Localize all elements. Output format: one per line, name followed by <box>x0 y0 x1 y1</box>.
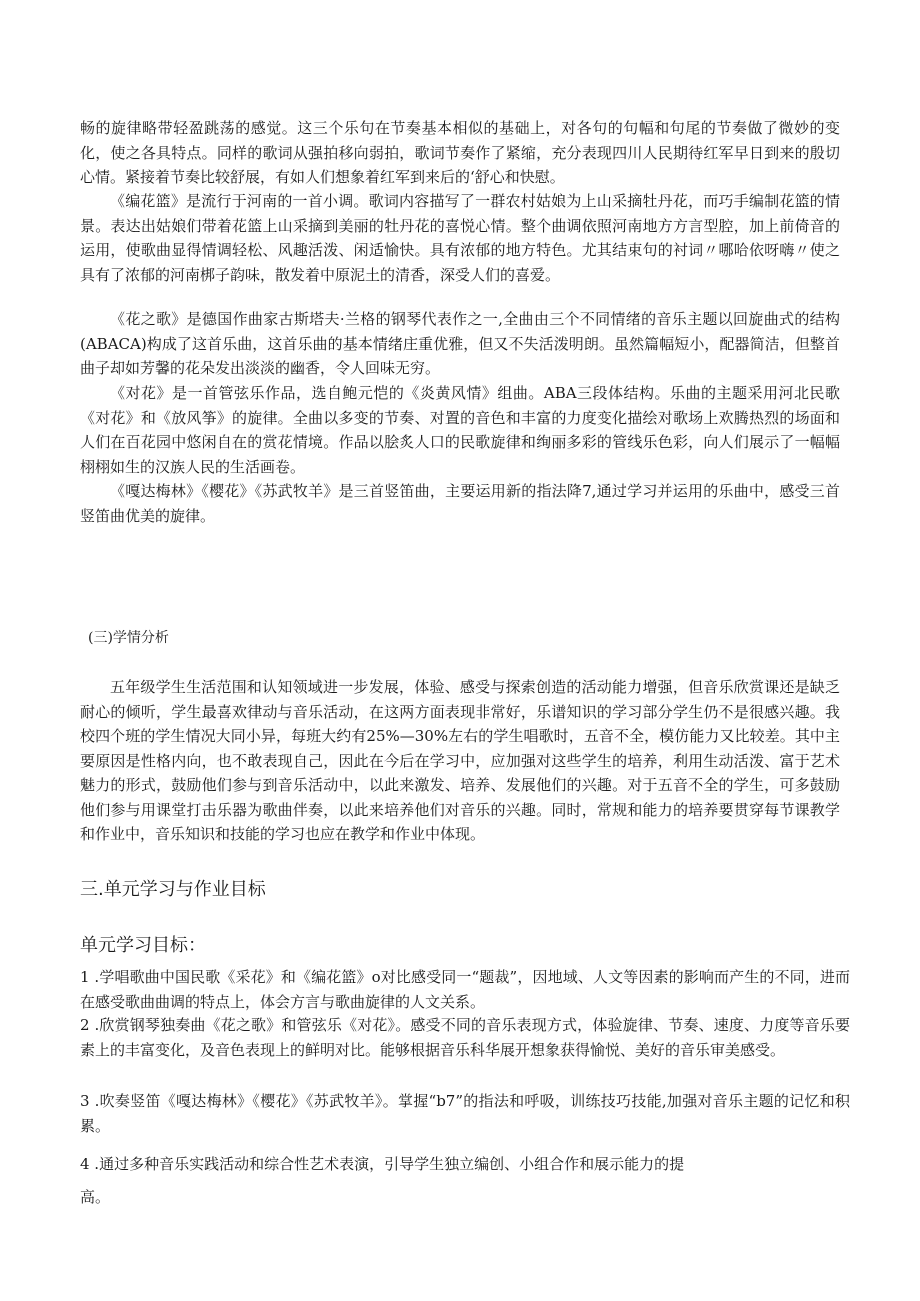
analysis-paragraph-4: 《对花》是一首管弦乐作品，选自鲍元恺的《炎黄风情》组曲。ABA三段体结构。乐曲的主题采用河北民歌《对花》和《放风筝》的旋律。全曲以多变的节奏、对置的音色和丰富的力度变化描绘对歌场上欢腾热烈的场面和人们在百花园中悠闲自在的赏花情境。作品以脍炙人口的民歌旋律和绚丽多彩的管线乐色彩，向人们展示了一幅幅栩栩如生的汉族人民的生活画卷。 <box>80 384 840 476</box>
goal-item-4: 4 .通过多种音乐实践活动和综合性艺术表演，引导学生独立编创、小组合作和展示能力的提 <box>80 1155 685 1173</box>
goal-item-5: 高。 <box>80 1188 111 1206</box>
analysis-paragraph-2: 《编花篮》是流行于河南的一首小调。歌词内容描写了一群农村姑娘为上山采摘牡丹花，而巧手编制花篮的情景。表达出姑娘们带着花篮上山采摘到美丽的牡丹花的喜悦心情。整个曲调依照河南地方方言型腔，加上前倚音的运用，使歌曲显得情调轻松、风趣活泼、闲适愉快。具有浓郁的地方特色。尤其结束句的衬词〃哪哈依呀嗨〃使之具有了浓郁的河南梆子韵味，散发着中原泥土的清香，深受人们的喜爱。 <box>80 192 840 284</box>
goals-sub-heading: 单元学习目标： <box>80 935 206 956</box>
goal-item-1: 1 .学唱歌曲中国民歌《采花》和《编花篮》o对比感受同一“题裁”，因地域、人文等因素的影响而产生的不同，进而在感受歌曲曲调的特点上，体会方言与歌曲旋律的人文关系。 <box>80 968 850 1011</box>
goal-item-2: 2 .欣赏钢琴独奏曲《花之歌》和管弦乐《对花》。感受不同的音乐表现方式，体验旋律、节奏、速度、力度等音乐要素上的丰富变化，及音色表现上的鲜明对比。能够根据音乐科华展开想象获得愉悦、美好的音乐审美感受。 <box>80 1016 850 1059</box>
goal-item-3: 3 .吹奏竖笛《嘎达梅林》《樱花》《苏武牧羊》。掌握“b7”的指法和呼吸，训练技巧技能,加强对音乐主题的记忆和积累。 <box>80 1092 850 1135</box>
analysis-paragraph-5: 《嘎达梅林》《樱花》《苏武牧羊》是三首竖笛曲，主要运用新的指法降7,通过学习并运用的乐曲中，感受三首竖笛曲优美的旋律。 <box>80 482 840 525</box>
student-analysis-heading: (三)学情分析 <box>88 630 169 646</box>
student-analysis-body: 五年级学生生活范围和认知领域进一步发展，体验、感受与探索创造的活动能力增强，但音乐欣赏课还是缺乏耐心的倾听，学生最喜欢律动与音乐活动，在这两方面表现非常好，乐谱知识的学习部分学生仍不是很感兴趣。我校四个班的学生情况大同小异，每班大约有25%—30%左右的学生唱歌时，五音不全，模仿能力又比较差。其中主要原因是性格内向，也不敢表现自己，因此在今后在学习中，应加强对这些学生的培养，利用生动活泼、富于艺术魅力的形式，鼓励他们参与到音乐活动中，以此来激发、培养、发展他们的兴趣。对于五音不全的学生，可多鼓励他们参与用课堂打击乐器为歌曲伴奏，以此来培养他们对音乐的兴趣。同时，常规和能力的培养要贯穿每节课教学和作业中，音乐知识和技能的学习也应在教学和作业中体现。 <box>80 678 840 843</box>
section-heading: 三.单元学习与作业目标 <box>80 879 266 900</box>
analysis-paragraph-1: 畅的旋律略带轻盈跳荡的感觉。这三个乐句在节奏基本相似的基础上，对各句的句幅和句尾的节奏做了微妙的变化，使之各具特点。同样的歌词从强拍移向弱拍，歌词节奏作了紧缩，充分表现四川人民期待红军早日到来的殷切心情。紧接着节奏比较舒展，有如人们想象着红军到来后的‘舒心和快慰。 <box>80 119 840 186</box>
analysis-paragraph-3: 《花之歌》是德国作曲家古斯塔夫·兰格的钢琴代表作之一,全曲由三个不同情绪的音乐主题以回旋曲式的结构(ABACA)构成了这首乐曲，这首乐曲的基本情绪庄重优雅，但又不失活泼明朗。虽然篇幅短小，配器简洁，但整首曲子却如芳馨的花朵发出淡淡的幽香，令人回味无穷。 <box>80 310 840 377</box>
